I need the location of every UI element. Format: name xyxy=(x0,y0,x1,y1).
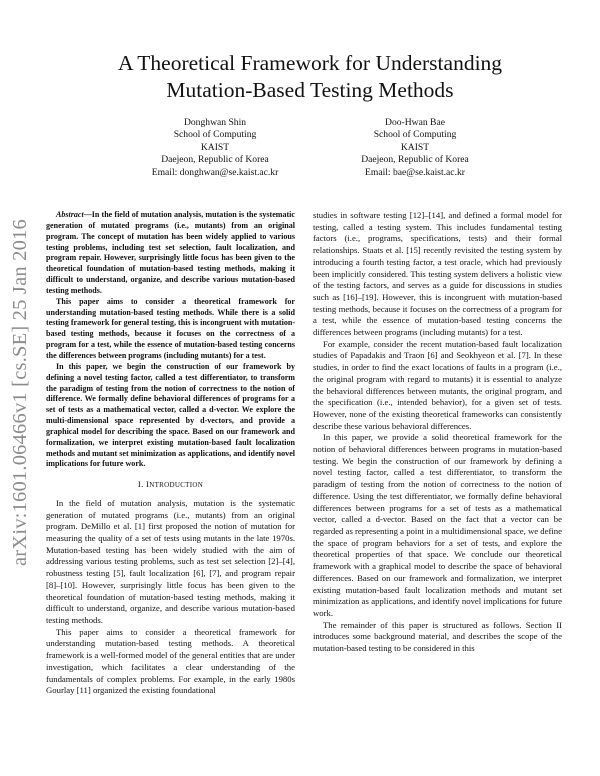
abstract xyxy=(46,210,295,470)
author-location: Daejeon, Republic of Korea xyxy=(361,154,469,166)
abstract-paragraph-3: In this paper, we begin the construction of our framework by defining a novel testing factor, called a test differentiator, to transform the paradigm of testing from the notion of correctness to the notion of difference. We formally define behavioral differences of programs for a set of tests as a mathematical vector, called a d-vector. We explore the multi-dimensional space represented by d-vectors, and provide a graphical model for describing the space. Based on our framework and formalization, we interpret existing mutation-based fault localization methods and mutant set minimization as applications, and identify novel implications for future work. xyxy=(46,361,295,469)
arxiv-identifier: arXiv:1601.06466v1 [cs.SE] 25 Jan 2016 xyxy=(9,219,31,567)
paper-title xyxy=(60,50,560,104)
title-line-2: Mutation-Based Testing Methods xyxy=(166,78,454,102)
author-name: Donghwan Shin xyxy=(183,117,247,128)
abstract-label: Abstract xyxy=(56,210,84,219)
author-email: Email: donghwan@se.kaist.ac.kr xyxy=(151,166,279,178)
author-email: Email: bae@se.kaist.ac.kr xyxy=(365,166,465,178)
body-paragraph: In the field of mutation analysis, mutation is the systematic generation of mutated programs (i.e., mutants) from an original program. DeMillo et al. [1] first proposed the notion of mutation for measuring the quality of a set of tests using mutants in the late 1970s. Mutation-based testing has been widely studied with the aim of addressing various testing problems, such as test set selection [2]–[4], robustness testing [5], fault localization [6], [7], and program repair [8]–[10]. However, surprisingly little focus has been given to the theoretical foundation of mutation-based testing methods, making it difficult to understand, organize, and describe various mutation-based testing methods. xyxy=(46,497,295,625)
body-paragraph: For example, consider the recent mutation-based fault localization studies of Papadakis and Traon [6] and Seokhyeon et al. [7]. In these studies, in order to find the exact locations of faults in a program (i.e., the original program with regard to mutants) it is essential to analyze the behavioral differences between mutants, the original program, and the specification (i.e., intended behavior), for a given set of tests. However, none of the existing theoretical frameworks can consistently describe these various behavioral differences. xyxy=(313,338,562,431)
author-institution: KAIST xyxy=(200,141,230,153)
body-paragraph: This paper aims to consider a theoretical framework for understanding mutation-based testing methods. A theoretical framework is a well-formed model of the general entities that are under investigation, which facilitates a clear understanding of the fundamentals of complex problems. For example, in the early 1980s Gourlay [11] organized the existing foundational xyxy=(46,626,295,696)
author-block-1 xyxy=(110,117,320,179)
author-department: School of Computing xyxy=(373,129,457,141)
author-block-2 xyxy=(310,117,520,179)
title-line-1: A Theoretical Framework for Understanding xyxy=(117,51,503,75)
section-heading-introduction: I. INTRODUCTION xyxy=(137,479,204,490)
abstract-paragraph-1: Abstract—In the field of mutation analysis, mutation is the systematic generation of mutated programs (i.e., mutants) from an original program. The concept of mutation has been widely applied to various testing problems, including test set selection, fault localization, and program repair. However, surprisingly little focus has been given to the theoretical foundation of mutation-based testing methods, making it difficult to understand, organize, and describe various mutation-based testing methods. xyxy=(46,210,295,295)
author-institution: KAIST xyxy=(400,141,430,153)
right-column xyxy=(313,210,562,655)
author-location: Daejeon, Republic of Korea xyxy=(161,154,269,166)
body-paragraph: In this paper, we provide a solid theoretical framework for the notion of behavioral differences between programs in mutation-based testing. We begin the construction of our framework by defining a novel testing factor, called a test differentiator, to transform the paradigm of testing from the notion of correctness to the notion of difference. Using the test differentiator, we formally define behavioral differences between programs for a set of tests as a mathematical vector, called a d-vector. Based on the fact that a vector can be regarded as representing a point in a multidimensional space, we define the space of program behaviors for a set of tests, and explore the theoretical properties of that space. We conclude our theoretical framework with a graphical model to describe the space of behavioral differences. Based on our framework and formalization, we interpret existing mutation-based fault localization methods and mutant set minimization as applications, and identify novel implications for future work. xyxy=(313,432,562,618)
author-name: Doo-Hwan Bae xyxy=(385,117,445,128)
left-column xyxy=(46,210,295,697)
body-paragraph: The remainder of this paper is structured as follows. Section II introduces some background material, and describes the scope of the mutation-based testing to be considered in this xyxy=(313,619,562,654)
author-department: School of Computing xyxy=(173,129,257,141)
body-paragraph: studies in software testing [12]–[14], and defined a formal model for testing, called a testing system. This includes fundamental testing factors (i.e., programs, specifications, tests) and their formal relationships. Staats et al. [15] recently revisited the testing system by introducing a fourth testing factor, a test oracle, which had previously been implicitly considered. This testing system delivers a holistic view of the testing factors, and serves as a guide for discussions in studies such as [16]–[19]. However, this is incongruent with mutation-based testing methods, because it focuses on the correctness of a program for a test, while the essence of mutation-based testing concerns the differences between programs (including mutants) for a test. xyxy=(313,210,562,338)
abstract-paragraph-2: This paper aims to consider a theoretical framework for understanding mutation-based testing methods. While there is a solid testing framework for general testing, this is incongruent with mutation-based testing methods, because it focuses on the correctness of a program for a test, while the essence of mutation-based testing concerns the differences between programs (including mutants) for a test. xyxy=(46,296,295,360)
